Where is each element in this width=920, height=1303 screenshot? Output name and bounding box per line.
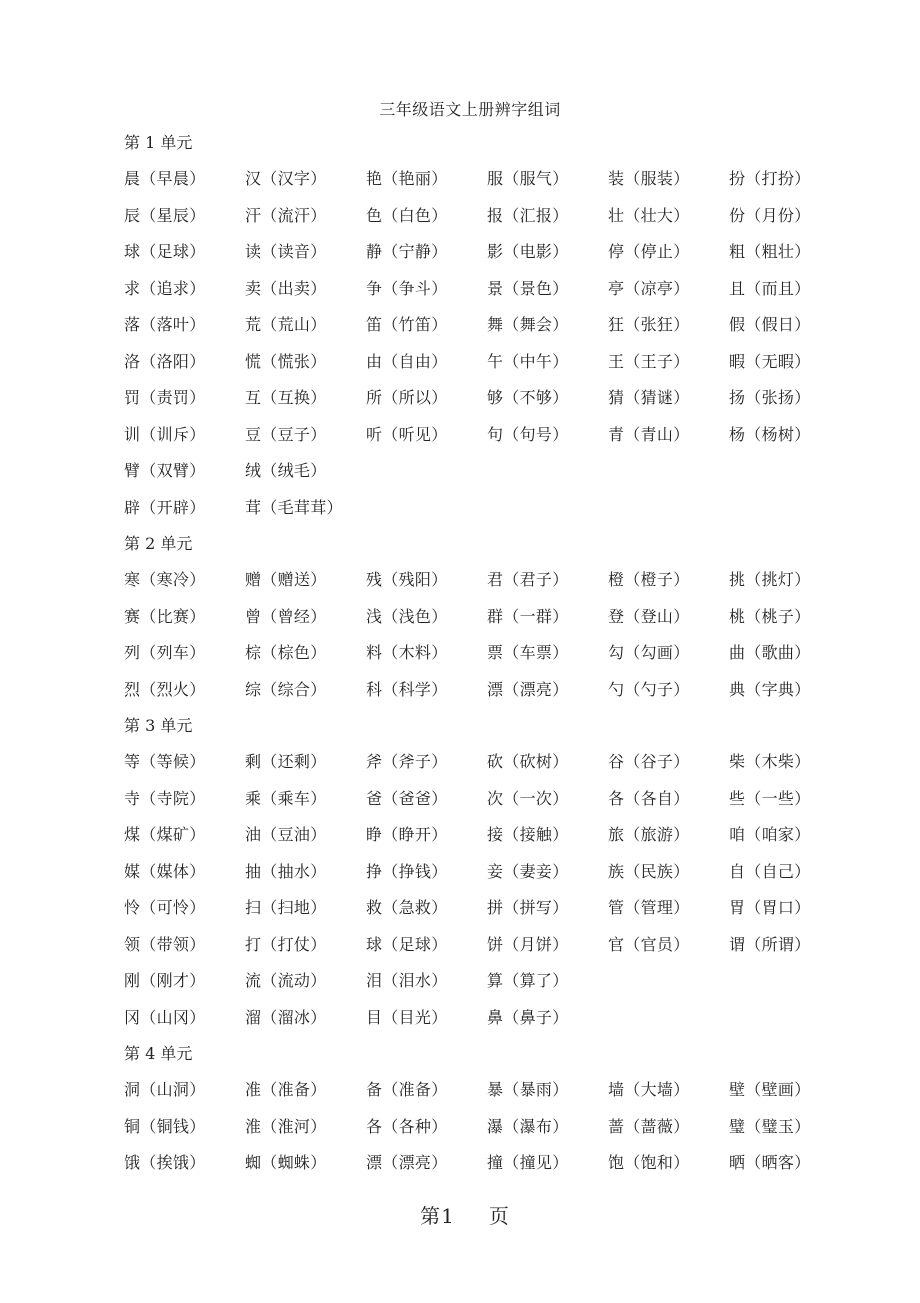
word-entry: 等（等候） (124, 752, 206, 771)
word-row (124, 747, 864, 784)
word-entry: 怜（可怜） (124, 898, 206, 917)
word-entry: 媒（媒体） (124, 861, 206, 881)
word-entry: 绒（绒毛） (245, 461, 327, 480)
unit-heading: 第 2 单元 (124, 534, 193, 553)
word-entry: 抽（抽水） (245, 861, 327, 881)
word-entry: 训（训斥） (124, 424, 206, 444)
word-entry: 乘（乘车） (245, 788, 327, 808)
word-row (124, 565, 864, 602)
word-entry: 妾（妻妾） (487, 861, 569, 881)
word-row (124, 383, 864, 420)
word-list (124, 128, 864, 1185)
word-entry: 鼻（鼻子） (487, 1007, 569, 1027)
word-row (124, 1003, 864, 1040)
word-entry: 算（算了） (487, 971, 569, 990)
word-entry: 互（互换） (245, 388, 327, 407)
word-entry: 官（官员） (608, 934, 690, 954)
word-entry: 曾（曾经） (245, 606, 327, 626)
word-row (124, 274, 864, 311)
word-entry: 亭（凉亭） (608, 278, 690, 298)
word-entry: 寒（寒冷） (124, 570, 206, 589)
word-entry: 墙（大墙） (608, 1080, 690, 1099)
word-entry: 落（落叶） (124, 315, 206, 334)
word-entry: 次（一次） (487, 788, 569, 808)
word-entry: 争（争斗） (366, 278, 448, 298)
word-entry: 停（停止） (608, 242, 690, 261)
word-row (124, 201, 864, 238)
word-entry: 煤（煤矿） (124, 825, 206, 844)
word-entry: 些（一些） (729, 788, 811, 808)
word-entry: 剩（还剩） (245, 752, 327, 771)
unit-heading: 第 1 单元 (124, 133, 193, 152)
word-entry: 午（中午） (487, 351, 569, 371)
word-entry: 句（句号） (487, 424, 569, 444)
word-entry: 领（带领） (124, 934, 206, 954)
word-entry: 各（各种） (366, 1116, 448, 1136)
word-row (124, 420, 864, 457)
word-entry: 王（王子） (608, 351, 690, 371)
word-entry: 漂（漂亮） (366, 1153, 448, 1172)
word-entry: 粗（粗壮） (729, 242, 811, 261)
word-entry: 挑（挑灯） (729, 570, 811, 589)
word-entry: 橙（橙子） (608, 570, 690, 589)
word-entry: 棕（棕色） (245, 643, 327, 662)
word-entry: 准（准备） (245, 1080, 327, 1099)
word-row (124, 164, 864, 201)
word-row (124, 893, 864, 930)
word-entry: 胃（胃口） (729, 898, 811, 917)
word-row (124, 820, 864, 857)
word-entry: 目（目光） (366, 1007, 448, 1027)
word-entry: 杨（杨树） (729, 424, 811, 444)
word-row (124, 347, 864, 384)
word-entry: 瀑（瀑布） (487, 1116, 569, 1136)
word-entry: 饿（挨饿） (124, 1153, 206, 1172)
word-entry: 艳（艳丽） (366, 169, 448, 188)
word-entry: 铜（铜钱） (124, 1116, 206, 1136)
word-entry: 扮（打扮） (729, 169, 811, 188)
word-entry: 溜（溜冰） (245, 1007, 327, 1027)
word-row (124, 857, 864, 894)
word-entry: 服（服气） (487, 169, 569, 188)
word-entry: 备（准备） (366, 1080, 448, 1099)
word-entry: 球（足球） (124, 242, 206, 261)
word-entry: 流（流动） (245, 971, 327, 990)
word-entry: 饼（月饼） (487, 934, 569, 954)
word-entry: 报（汇报） (487, 205, 569, 225)
word-entry: 蔷（蔷薇） (608, 1116, 690, 1136)
word-entry: 所（所以） (366, 388, 448, 407)
word-entry: 狂（张狂） (608, 315, 690, 334)
word-entry: 璧（璧玉） (729, 1116, 811, 1136)
unit-heading: 第 3 单元 (124, 716, 193, 735)
word-entry: 够（不够） (487, 388, 569, 407)
word-entry: 冈（山冈） (124, 1007, 206, 1027)
word-entry: 登（登山） (608, 606, 690, 626)
word-entry: 茸（毛茸茸） (245, 497, 343, 517)
word-entry: 汗（流汗） (245, 205, 327, 225)
word-entry: 管（管理） (608, 898, 690, 917)
word-entry: 爸（爸爸） (366, 788, 448, 808)
word-row (124, 456, 864, 493)
word-row (124, 237, 864, 274)
word-entry: 曲（歌曲） (729, 643, 811, 662)
word-entry: 舞（舞会） (487, 315, 569, 334)
word-entry: 旅（旅游） (608, 825, 690, 844)
word-entry: 求（追求） (124, 278, 206, 298)
word-entry: 读（读音） (245, 242, 327, 261)
word-entry: 残（残阳） (366, 570, 448, 589)
word-entry: 青（青山） (608, 424, 690, 444)
word-entry: 救（急救） (366, 898, 448, 917)
word-entry: 猜（猜谜） (608, 388, 690, 407)
word-entry: 壁（壁画） (729, 1080, 811, 1099)
word-entry: 料（木料） (366, 643, 448, 662)
word-entry: 豆（豆子） (245, 424, 327, 444)
word-row (124, 1112, 864, 1149)
word-row (124, 966, 864, 1003)
word-entry: 撞（撞见） (487, 1153, 569, 1172)
word-entry: 装（服装） (608, 169, 690, 188)
word-entry: 洞（山洞） (124, 1080, 206, 1099)
word-entry: 族（民族） (608, 861, 690, 881)
word-entry: 卖（出卖） (245, 278, 327, 298)
word-entry: 挣（挣钱） (366, 861, 448, 881)
word-entry: 荒（荒山） (245, 315, 327, 334)
page-label: 页 (488, 1204, 510, 1228)
word-entry: 球（足球） (366, 934, 448, 954)
word-entry: 臂（双臂） (124, 461, 206, 480)
word-entry: 扬（张扬） (729, 388, 811, 407)
word-entry: 壮（壮大） (608, 205, 690, 225)
word-entry: 假（假日） (729, 315, 811, 334)
word-entry: 勺（勺子） (608, 679, 690, 699)
word-entry: 饱（饱和） (608, 1153, 690, 1172)
word-row (124, 930, 864, 967)
word-entry: 色（白色） (366, 205, 448, 225)
word-entry: 君（君子） (487, 570, 569, 589)
word-entry: 自（自己） (729, 861, 811, 881)
word-entry: 拼（拼写） (487, 898, 569, 917)
word-entry: 综（综合） (245, 679, 327, 699)
word-entry: 列（列车） (124, 643, 206, 662)
word-entry: 晨（早晨） (124, 169, 206, 188)
word-entry: 景（景色） (487, 278, 569, 298)
word-row (124, 310, 864, 347)
word-entry: 勾（勾画） (608, 643, 690, 662)
word-entry: 洛（洛阳） (124, 351, 206, 371)
word-entry: 油（豆油） (245, 825, 327, 844)
word-entry: 晒（晒客） (729, 1153, 811, 1172)
word-entry: 刚（刚才） (124, 971, 206, 990)
word-entry: 寺（寺院） (124, 788, 206, 808)
word-entry: 斧（斧子） (366, 752, 448, 771)
word-entry: 汉（汉字） (245, 169, 327, 188)
word-entry: 打（打仗） (245, 934, 327, 954)
word-entry: 慌（慌张） (245, 351, 327, 371)
word-entry: 赛（比赛） (124, 606, 206, 626)
word-entry: 影（电影） (487, 242, 569, 261)
word-entry: 赠（赠送） (245, 570, 327, 589)
word-entry: 暴（暴雨） (487, 1080, 569, 1099)
word-entry: 典（字典） (729, 679, 811, 699)
word-row (124, 1148, 864, 1185)
word-entry: 各（各自） (608, 788, 690, 808)
word-row (124, 675, 864, 712)
word-entry: 份（月份） (729, 205, 811, 225)
word-entry: 由（自由） (366, 351, 448, 371)
page-number: 第1 (420, 1204, 455, 1228)
word-entry: 辟（开辟） (124, 497, 206, 517)
word-entry: 淮（淮河） (245, 1116, 327, 1136)
word-entry: 票（车票） (487, 643, 569, 662)
word-row (124, 493, 864, 530)
word-entry: 且（而且） (729, 278, 811, 298)
word-entry: 谷（谷子） (608, 752, 690, 771)
unit-heading: 第 4 单元 (124, 1044, 193, 1063)
word-row (124, 784, 864, 821)
word-entry: 静（宁静） (366, 242, 448, 261)
word-entry: 桃（桃子） (729, 606, 811, 626)
word-entry: 暇（无暇） (729, 351, 811, 371)
page-title: 三年级语文上册辨字组词 (379, 100, 561, 119)
word-entry: 科（科学） (366, 679, 448, 699)
word-entry: 漂（漂亮） (487, 679, 569, 699)
word-entry: 辰（星辰） (124, 205, 206, 225)
word-entry: 扫（扫地） (245, 898, 327, 917)
word-entry: 泪（泪水） (366, 971, 448, 990)
word-entry: 接（接触） (487, 825, 569, 844)
word-row (124, 638, 864, 675)
word-entry: 咱（咱家） (729, 825, 811, 844)
word-entry: 睁（睁开） (366, 825, 448, 844)
word-entry: 烈（烈火） (124, 679, 206, 699)
word-entry: 群（一群） (487, 606, 569, 626)
word-entry: 笛（竹笛） (366, 315, 448, 334)
word-entry: 罚（责罚） (124, 388, 206, 407)
page-footer (0, 1200, 920, 1229)
word-entry: 谓（所谓） (729, 934, 811, 954)
word-row (124, 602, 864, 639)
word-entry: 听（听见） (366, 424, 448, 444)
word-entry: 砍（砍树） (487, 752, 569, 771)
word-entry: 蜘（蜘蛛） (245, 1153, 327, 1172)
word-entry: 浅（浅色） (366, 606, 448, 626)
word-entry: 柴（木柴） (729, 752, 811, 771)
word-row (124, 1075, 864, 1112)
